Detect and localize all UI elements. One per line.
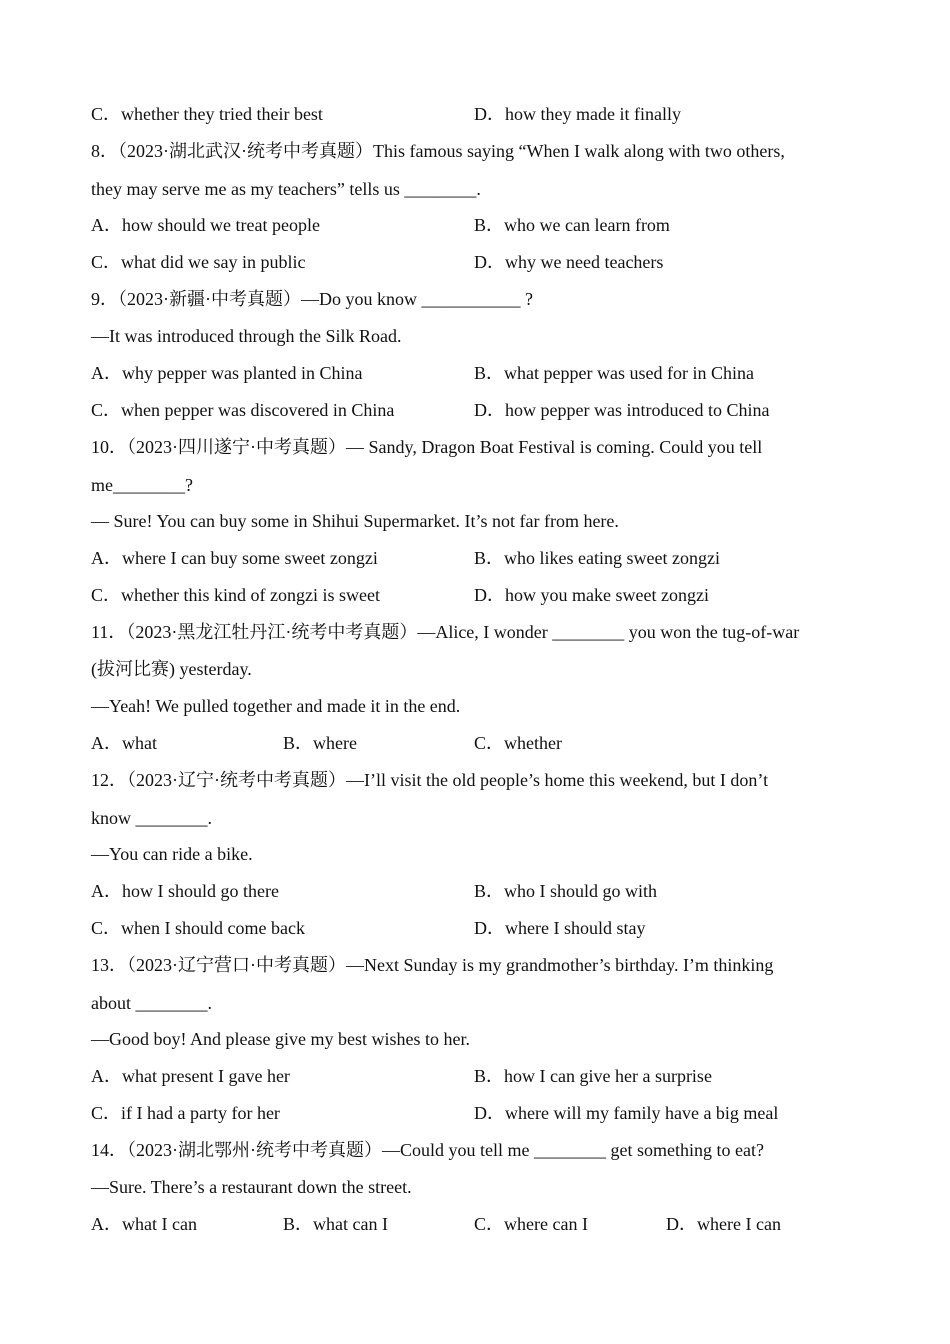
q12-stem-line1: 12．（2023·辽宁·统考中考真题）—I’ll visit the old people’s home this weekend, but I don’t bbox=[91, 770, 769, 790]
q14-option-a: A．what I can bbox=[91, 1214, 197, 1234]
q9-stem-line1: 9．（2023·新疆·中考真题）—Do you know ___________ ? bbox=[91, 289, 533, 309]
q14-stem-line1: 14．（2023·湖北鄂州·统考中考真题）—Could you tell me ________ get something to eat? bbox=[91, 1140, 764, 1160]
q9-option-b: B．what pepper was used for in China bbox=[474, 363, 754, 383]
q8-option-d: D．why we need teachers bbox=[474, 252, 664, 272]
q14-option-c: C．where can I bbox=[474, 1214, 588, 1234]
q11-option-b: B．where bbox=[283, 733, 357, 753]
q12-stem-line3: —You can ride a bike. bbox=[91, 844, 253, 864]
q13-stem-line3: —Good boy! And please give my best wishes to her. bbox=[91, 1029, 470, 1049]
q7-option-c: C．whether they tried their best bbox=[91, 104, 323, 124]
q13-option-a: A．what present I gave her bbox=[91, 1066, 290, 1086]
q10-option-c: C．whether this kind of zongzi is sweet bbox=[91, 585, 380, 605]
q13-stem-line2: about ________. bbox=[91, 993, 212, 1013]
q8-option-b: B．who we can learn from bbox=[474, 215, 670, 235]
q12-option-d: D．where I should stay bbox=[474, 918, 646, 938]
q13-option-c: C．if I had a party for her bbox=[91, 1103, 280, 1123]
q10-option-d: D．how you make sweet zongzi bbox=[474, 585, 709, 605]
q13-option-d: D．where will my family have a big meal bbox=[474, 1103, 779, 1123]
q11-stem-line3: —Yeah! We pulled together and made it in the end. bbox=[91, 696, 461, 716]
q10-option-a: A．where I can buy some sweet zongzi bbox=[91, 548, 378, 568]
q12-option-b: B．who I should go with bbox=[474, 881, 658, 901]
q12-option-c: C．when I should come back bbox=[91, 918, 305, 938]
q12-stem-line2: know ________. bbox=[91, 808, 212, 828]
q13-option-b: B．how I can give her a surprise bbox=[474, 1066, 712, 1086]
q8-option-c: C．what did we say in public bbox=[91, 252, 306, 272]
q9-stem-line2: —It was introduced through the Silk Road. bbox=[91, 326, 402, 346]
q11-stem-line1: 11．（2023·黑龙江牡丹江·统考中考真题）—Alice, I wonder ________ you won the tug-of-war bbox=[91, 622, 800, 642]
q10-option-b: B．who likes eating sweet zongzi bbox=[474, 548, 720, 568]
q14-option-b: B．what can I bbox=[283, 1214, 388, 1234]
q7-option-d: D．how they made it finally bbox=[474, 104, 681, 124]
q14-stem-line2: —Sure. There’s a restaurant down the street. bbox=[91, 1177, 412, 1197]
q11-option-a: A．what bbox=[91, 733, 157, 753]
q8-stem-line1: 8．（2023·湖北武汉·统考中考真题）This famous saying “When I walk along with two others, bbox=[91, 141, 785, 161]
q8-stem-line2: they may serve me as my teachers” tells us ________. bbox=[91, 179, 481, 199]
q11-option-c: C．whether bbox=[474, 733, 562, 753]
q14-option-d: D．where I can bbox=[666, 1214, 781, 1234]
q9-option-d: D．how pepper was introduced to China bbox=[474, 400, 770, 420]
q10-stem-line1: 10．（2023·四川遂宁·中考真题）— Sandy, Dragon Boat Festival is coming. Could you tell bbox=[91, 437, 763, 457]
q9-option-c: C．when pepper was discovered in China bbox=[91, 400, 395, 420]
q9-option-a: A．why pepper was planted in China bbox=[91, 363, 363, 383]
q13-stem-line1: 13．（2023·辽宁营口·中考真题）—Next Sunday is my grandmother’s birthday. I’m thinking bbox=[91, 955, 774, 975]
q8-option-a: A．how should we treat people bbox=[91, 215, 320, 235]
q12-option-a: A．how I should go there bbox=[91, 881, 279, 901]
q11-stem-line2: (拔河比赛) yesterday. bbox=[91, 659, 252, 679]
q10-stem-line3: — Sure! You can buy some in Shihui Supermarket. It’s not far from here. bbox=[91, 511, 619, 531]
q10-stem-line2: me________? bbox=[91, 475, 193, 495]
